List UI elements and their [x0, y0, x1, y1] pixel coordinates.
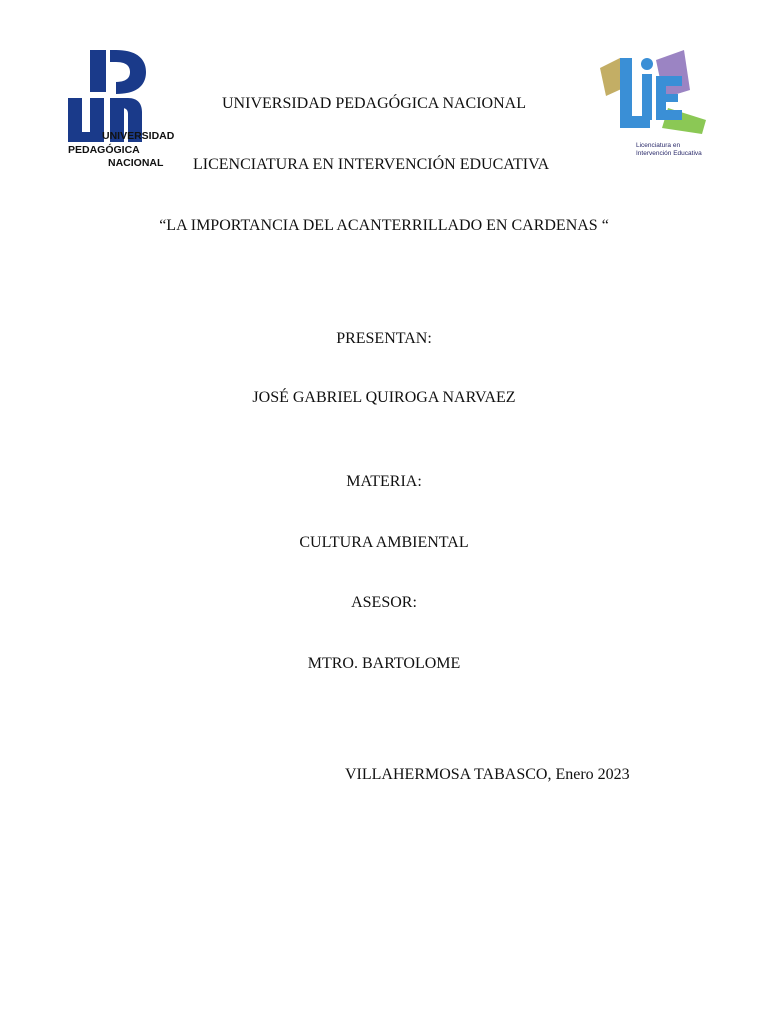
advisor-label: ASESOR:	[351, 594, 417, 611]
presenters-label: PRESENTAN:	[336, 330, 432, 347]
institution-name: UNIVERSIDAD PEDAGÓGICA NACIONAL	[222, 95, 526, 112]
lie-logo-line2: Intervención Educativa	[636, 150, 702, 157]
document-title: “LA IMPORTANCIA DEL ACANTERRILLADO EN CARDENAS “	[159, 217, 609, 234]
upn-logo-line1: UNIVERSIDAD	[102, 130, 175, 142]
upn-logo-line2: PEDAGÓGICA	[68, 144, 140, 156]
subject-label: MATERIA:	[346, 473, 422, 490]
subject-name: CULTURA AMBIENTAL	[299, 534, 469, 551]
lie-logo	[598, 46, 710, 168]
lie-logo-line1: Licenciatura en	[636, 142, 681, 149]
presenter-name: JOSÉ GABRIEL QUIROGA NARVAEZ	[252, 389, 516, 406]
place-date: VILLAHERMOSA TABASCO, Enero 2023	[345, 766, 630, 783]
lie-logo-mark-icon	[598, 46, 710, 136]
upn-logo	[66, 48, 190, 172]
program-name: LICENCIATURA EN INTERVENCIÓN EDUCATIVA	[193, 156, 550, 173]
advisor-name: MTRO. BARTOLOME	[307, 655, 461, 672]
upn-logo-line3: NACIONAL	[108, 157, 164, 169]
